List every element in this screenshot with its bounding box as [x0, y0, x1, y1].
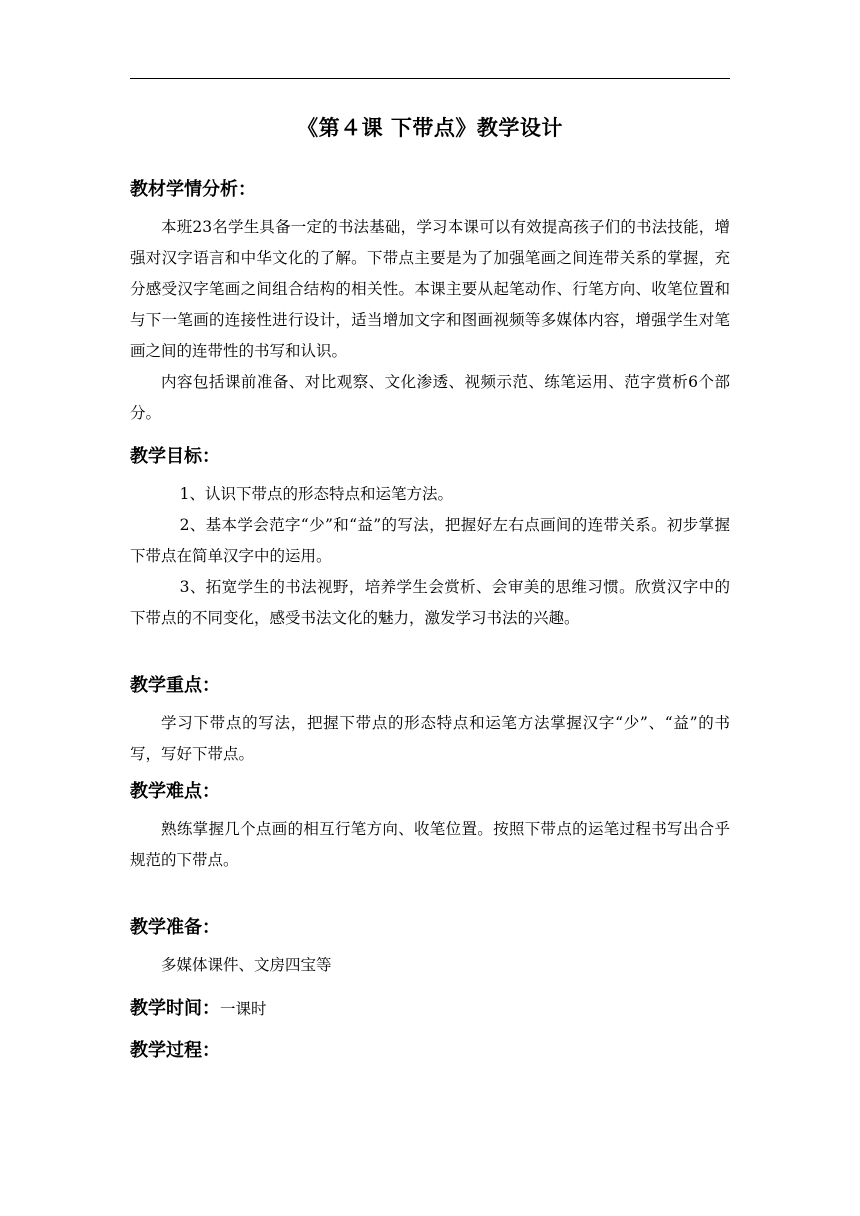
preparation-heading: 教学准备： [130, 917, 220, 938]
difficulties-heading: 教学难点： [130, 781, 220, 802]
goal-item: 2、基本学会范字“少”和“益”的写法，把握好左右点画间的连带关系。初步掌握下带点在简单汉字中的运用。 [130, 516, 730, 565]
document-body [130, 112, 730, 1065]
document-title: 《第４课 下带点》教学设计 [297, 115, 563, 140]
goal-item: 1、认识下带点的形态特点和运笔方法。 [179, 485, 453, 503]
time-heading: 教学时间： [130, 998, 220, 1019]
preparation-text: 多媒体课件、文房四宝等 [161, 956, 332, 974]
difficulties-text: 熟练掌握几个点画的相互行笔方向、收笔位置。按照下带点的运笔过程书写出合乎规范的下带点。 [130, 820, 730, 869]
process-heading: 教学过程： [130, 1040, 220, 1061]
analysis-heading: 教材学情分析： [130, 179, 256, 200]
goal-item: 3、拓宽学生的书法视野，培养学生会赏析、会审美的思维习惯。欣赏汉字中的下带点的不同变化，感受书法文化的魅力，激发学习书法的兴趣。 [130, 578, 730, 627]
analysis-paragraph: 内容包括课前准备、对比观察、文化渗透、视频示范、练笔运用、范字赏析6个部分。 [130, 373, 730, 422]
analysis-paragraph: 本班23名学生具备一定的书法基础，学习本课可以有效提高孩子们的书法技能，增强对汉字语言和中华文化的了解。下带点主要是为了加强笔画之间连带关系的掌握，充分感受汉字笔画之间组合结构的相关性。本课主要从起笔动作、行笔方向、收笔位置和与下一笔画的连接性进行设计，适当增加文字和图画视频等多媒体内容，增强学生对笔画之间的连带性的书写和认识。 [130, 218, 730, 360]
time-line [130, 995, 730, 1023]
key-points-text: 学习下带点的写法，把握下带点的形态特点和运笔方法掌握汉字“少”、“益”的书写，写好下带点。 [130, 714, 730, 763]
header-rule [130, 78, 730, 79]
key-points-heading: 教学重点： [130, 675, 220, 696]
goals-heading: 教学目标： [130, 446, 220, 467]
time-text: 一课时 [220, 1000, 267, 1018]
